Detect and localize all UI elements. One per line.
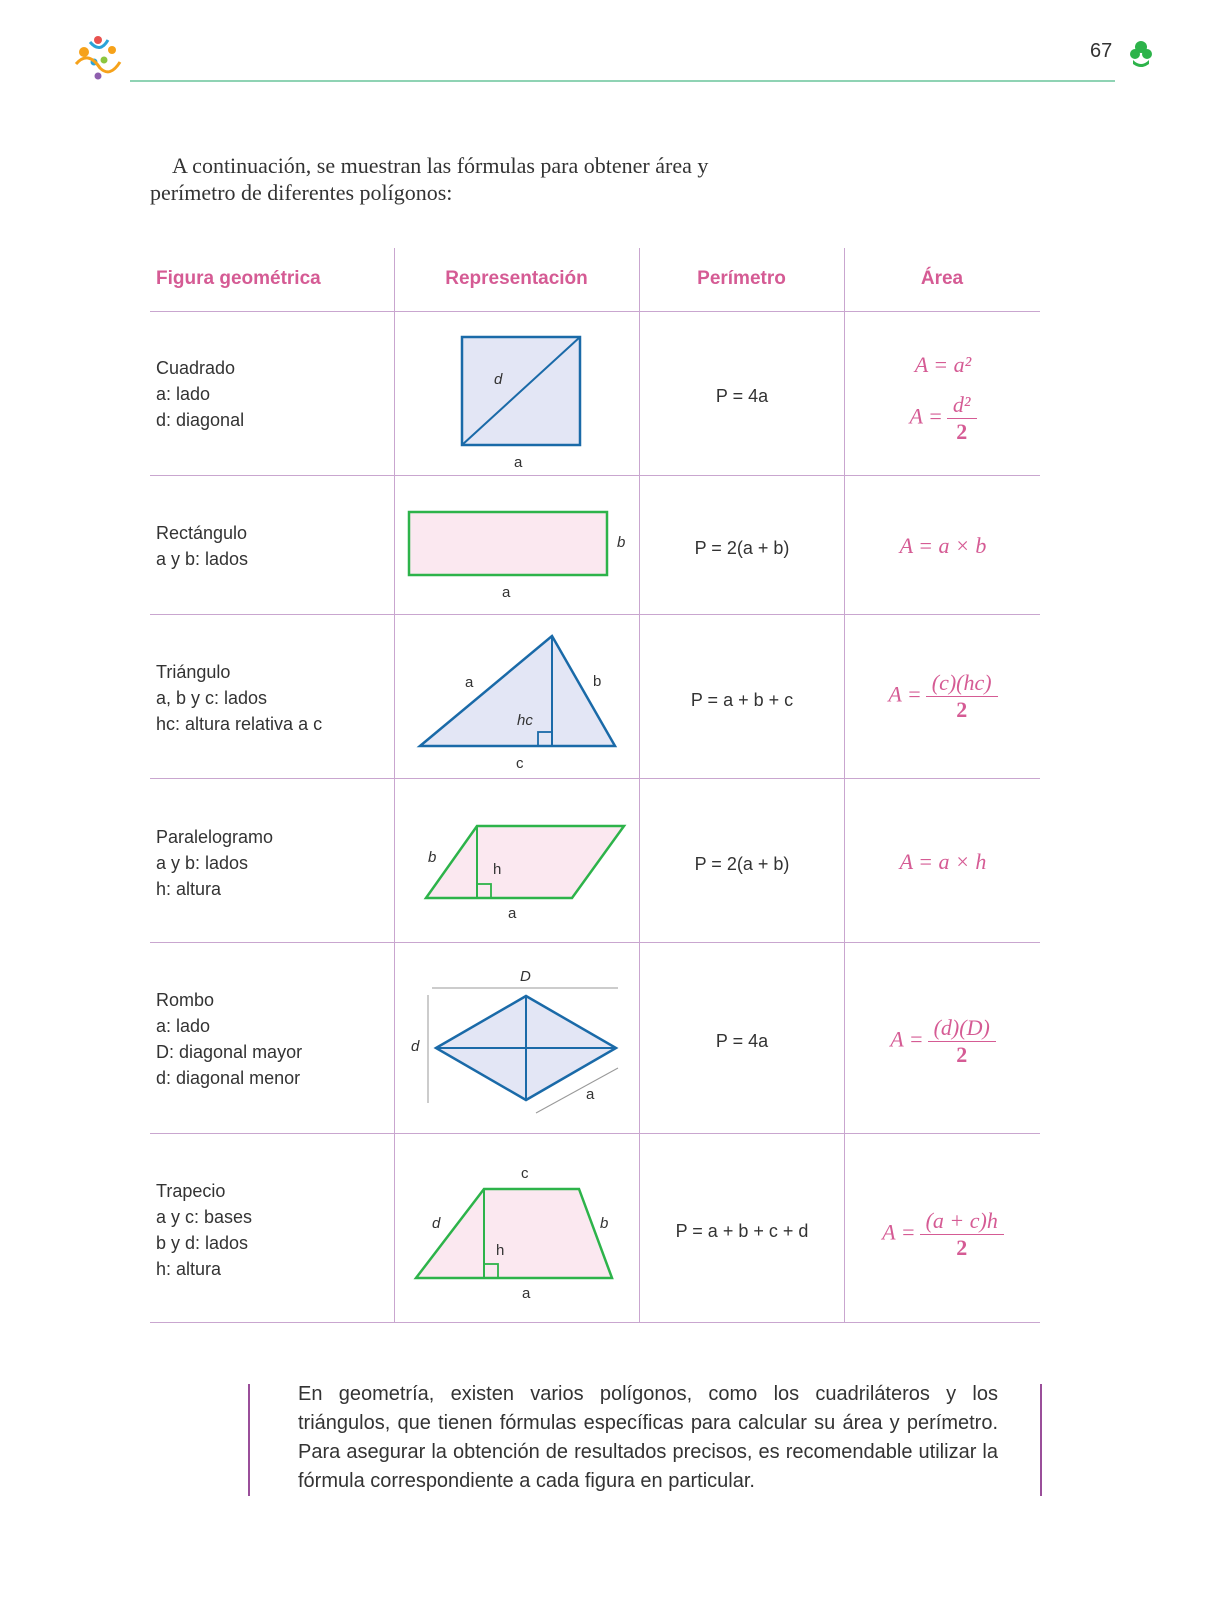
area-formula: A = a × b [899, 533, 987, 558]
svg-text:b: b [593, 673, 602, 690]
page-number: 67 [1090, 40, 1113, 62]
note-paragraph: En geometría, existen varios polígonos, como los cuadriláteros y los triángulos, que tienen fórmulas específicas para calcular su área y perímetro. Para asegurar la obtención de resultados precisos, es recomendable utilizar la fórmula correspondiente a cada figura en particular. [298, 1383, 998, 1492]
figure-description: Cuadrado a: lado d: diagonal [156, 355, 244, 433]
col-divider [394, 248, 395, 1323]
figure-name: Paralelogramo [156, 827, 274, 847]
svg-text:b: b [600, 1215, 609, 1232]
svg-text:hc: hc [517, 712, 533, 729]
figure-description: Rectángulo a y b: lados [156, 520, 248, 572]
header-area: Área [920, 268, 964, 289]
emblem-icon [1128, 38, 1154, 68]
intro-paragraph: A continuación, se muestran las fórmulas para obtener área y perímetro de diferentes polígonos: [150, 153, 709, 205]
perimeter-formula: P = 2(a + b) [694, 538, 790, 558]
svg-text:D: D [520, 968, 531, 985]
figure-description: Paralelogramo a y b: lados h: altura [156, 824, 273, 902]
triangle-diagram [396, 615, 639, 778]
svg-text:d: d [494, 371, 503, 388]
perimeter-formula: P = a + b + c + d [675, 1221, 809, 1241]
note-bar-right [1040, 1384, 1042, 1496]
logo-icon [70, 32, 126, 84]
area-formula: A = $\frac{(d)(D)}{2}$ [846, 1015, 1040, 1068]
svg-text:b: b [617, 534, 626, 551]
svg-text:h: h [496, 1242, 505, 1259]
perimeter-formula: P = a + b + c [690, 690, 794, 710]
rectangle-diagram [396, 476, 639, 614]
area-formula: A = $\frac{(a + c)h}{2}$ [846, 1208, 1040, 1261]
header-rule [130, 80, 1115, 82]
rhombus-diagram [396, 943, 639, 1133]
perimeter-formula: P = 4a [715, 1031, 769, 1051]
svg-text:a: a [586, 1086, 595, 1103]
figure-description: Triángulo a, b y c: lados hc: altura relativa a c [156, 659, 322, 737]
figure-name: Trapecio [156, 1181, 226, 1201]
figure-name: Rombo [156, 990, 215, 1010]
svg-text:a: a [465, 674, 474, 691]
svg-text:d: d [411, 1038, 420, 1055]
trapezoid-diagram [396, 1134, 639, 1322]
area-formula: A = a × h [899, 849, 987, 874]
col-divider [844, 248, 845, 1323]
note-bar-left [248, 1384, 250, 1496]
figure-name: Rectángulo [156, 523, 248, 543]
area-formula: A = $\frac{(c)(hc)}{2}$ [846, 670, 1040, 723]
header-figure: Figura geométrica [156, 268, 321, 289]
header-representation: Representación [445, 268, 588, 289]
parallelogram-diagram [396, 779, 639, 942]
area-formula: A = a² [914, 352, 972, 377]
svg-text:c: c [521, 1165, 529, 1182]
svg-text:c: c [516, 755, 524, 772]
svg-text:a: a [514, 454, 523, 471]
col-divider [639, 248, 640, 1323]
figure-name: Cuadrado [156, 358, 236, 378]
svg-text:b: b [428, 849, 437, 866]
figure-name: Triángulo [156, 662, 231, 682]
figure-description: Rombo a: lado D: diagonal mayor d: diagonal menor [156, 987, 302, 1091]
svg-text:d: d [432, 1215, 441, 1232]
header-perimeter: Perímetro [697, 268, 786, 289]
figure-description: Trapecio a y c: bases b y d: lados h: altura [156, 1178, 252, 1282]
svg-text:a: a [508, 905, 517, 922]
row-divider [150, 1322, 1040, 1323]
perimeter-formula: P = 4a [715, 386, 769, 406]
svg-text:a: a [522, 1285, 531, 1302]
area-formula: A = $\frac{\text{d²}}{2}$ [846, 392, 1040, 445]
svg-text:h: h [493, 861, 502, 878]
square-diagram [396, 312, 639, 475]
svg-text:a: a [502, 584, 511, 601]
perimeter-formula: P = 2(a + b) [694, 854, 790, 874]
